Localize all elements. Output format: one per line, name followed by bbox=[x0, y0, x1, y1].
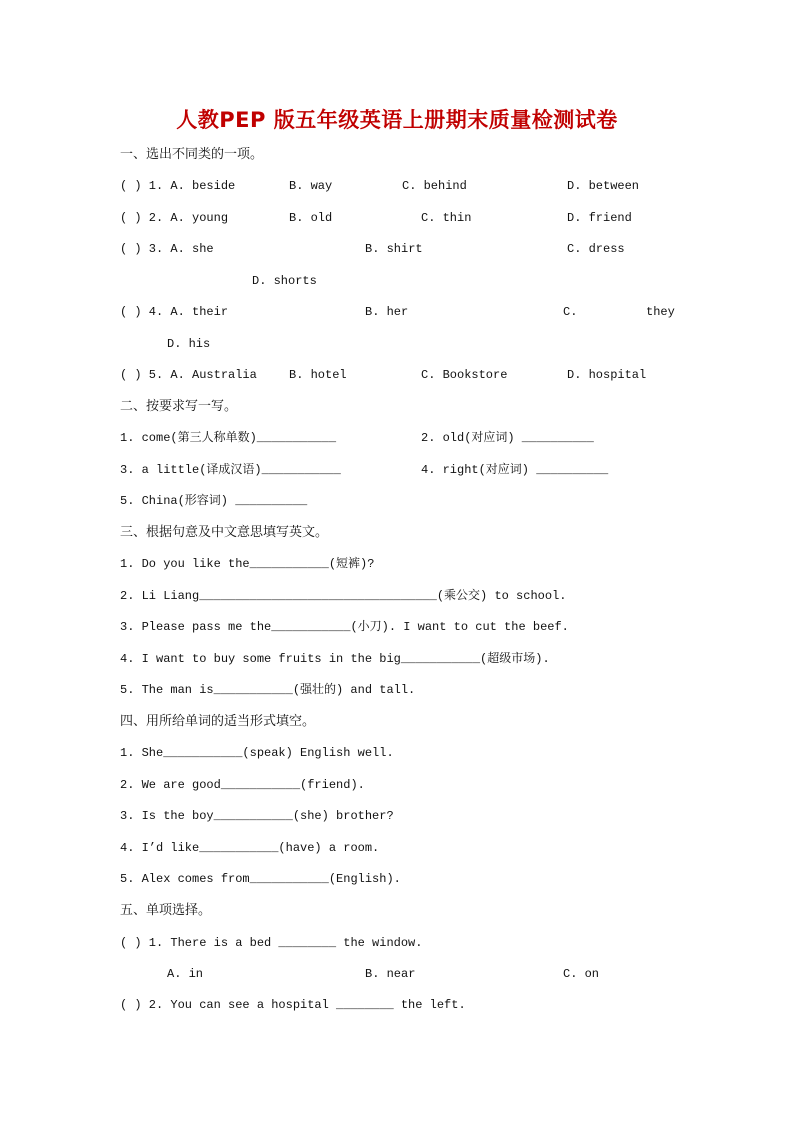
section-3-heading: 三、根据句意及中文意思填写英文。 bbox=[120, 525, 329, 540]
q1-5-option-b: B. hotel bbox=[289, 368, 347, 382]
s4-item-1: 1. She___________(speak) English well. bbox=[120, 746, 394, 760]
s4-item-4: 4. I’d like___________(have) a room. bbox=[120, 841, 380, 855]
q1-3-option-b: B. shirt bbox=[365, 242, 423, 256]
q1-3-option-a: ( ) 3. A. she bbox=[120, 242, 214, 256]
q1-2-option-c: C. thin bbox=[421, 211, 472, 225]
s2-item-4: 4. right(对应词) __________ bbox=[421, 463, 609, 477]
q1-3-option-c: C. dress bbox=[567, 242, 625, 256]
q1-5-option-c: C. Bookstore bbox=[421, 368, 508, 382]
s5-q1-option-b: B. near bbox=[365, 967, 416, 981]
s4-item-3: 3. Is the boy___________(she) brother? bbox=[120, 809, 394, 823]
s3-item-5: 5. The man is___________(强壮的) and tall. bbox=[120, 683, 416, 697]
section-1-heading: 一、选出不同类的一项。 bbox=[120, 147, 264, 162]
s2-item-3: 3. a little(译成汉语)___________ bbox=[120, 463, 341, 477]
s3-item-2: 2. Li Liang_________________________________(乘公交) to school. bbox=[120, 589, 567, 603]
q1-2-option-a: ( ) 2. A. young bbox=[120, 211, 229, 225]
q1-1-option-d: D. between bbox=[567, 179, 640, 193]
s5-question-2: ( ) 2. You can see a hospital ________ the left. bbox=[120, 998, 466, 1012]
q1-3-option-d: D. shorts bbox=[252, 274, 317, 288]
section-2-heading: 二、按要求写一写。 bbox=[120, 399, 238, 414]
q1-5-option-d: D. hospital bbox=[567, 368, 647, 382]
page-title: 人教PEP 版五年级英语上册期末质量检测试卷 bbox=[176, 108, 618, 132]
q1-4-option-c-word: they bbox=[646, 305, 675, 319]
q1-1-option-b: B. way bbox=[289, 179, 333, 193]
q1-1-option-a: ( ) 1. A. beside bbox=[120, 179, 236, 193]
q1-5-option-a: ( ) 5. A. Australia bbox=[120, 368, 257, 382]
s3-item-1: 1. Do you like the___________(短裤)? bbox=[120, 557, 375, 571]
s5-q1-option-c: C. on bbox=[563, 967, 600, 981]
s2-item-1: 1. come(第三人称单数)___________ bbox=[120, 431, 337, 445]
q1-1-option-c: C. behind bbox=[402, 179, 467, 193]
s3-item-3: 3. Please pass me the___________(小刀). I want to cut the beef. bbox=[120, 620, 569, 634]
section-5-heading: 五、单项选择。 bbox=[120, 903, 212, 918]
s2-item-5: 5. China(形容词) __________ bbox=[120, 494, 308, 508]
s5-question-1: ( ) 1. There is a bed ________ the window. bbox=[120, 936, 423, 950]
q1-4-option-c-label: C. bbox=[563, 305, 578, 319]
s5-q1-option-a: A. in bbox=[167, 967, 204, 981]
q1-4-option-b: B. her bbox=[365, 305, 409, 319]
s4-item-5: 5. Alex comes from___________(English). bbox=[120, 872, 401, 886]
q1-2-option-d: D. friend bbox=[567, 211, 632, 225]
s3-item-4: 4. I want to buy some fruits in the big___________(超级市场). bbox=[120, 652, 550, 666]
q1-2-option-b: B. old bbox=[289, 211, 333, 225]
q1-4-option-d: D. his bbox=[167, 337, 211, 351]
section-4-heading: 四、用所给单词的适当形式填空。 bbox=[120, 714, 316, 729]
s4-item-2: 2. We are good___________(friend). bbox=[120, 778, 365, 792]
q1-4-option-a: ( ) 4. A. their bbox=[120, 305, 229, 319]
s2-item-2: 2. old(对应词) __________ bbox=[421, 431, 594, 445]
